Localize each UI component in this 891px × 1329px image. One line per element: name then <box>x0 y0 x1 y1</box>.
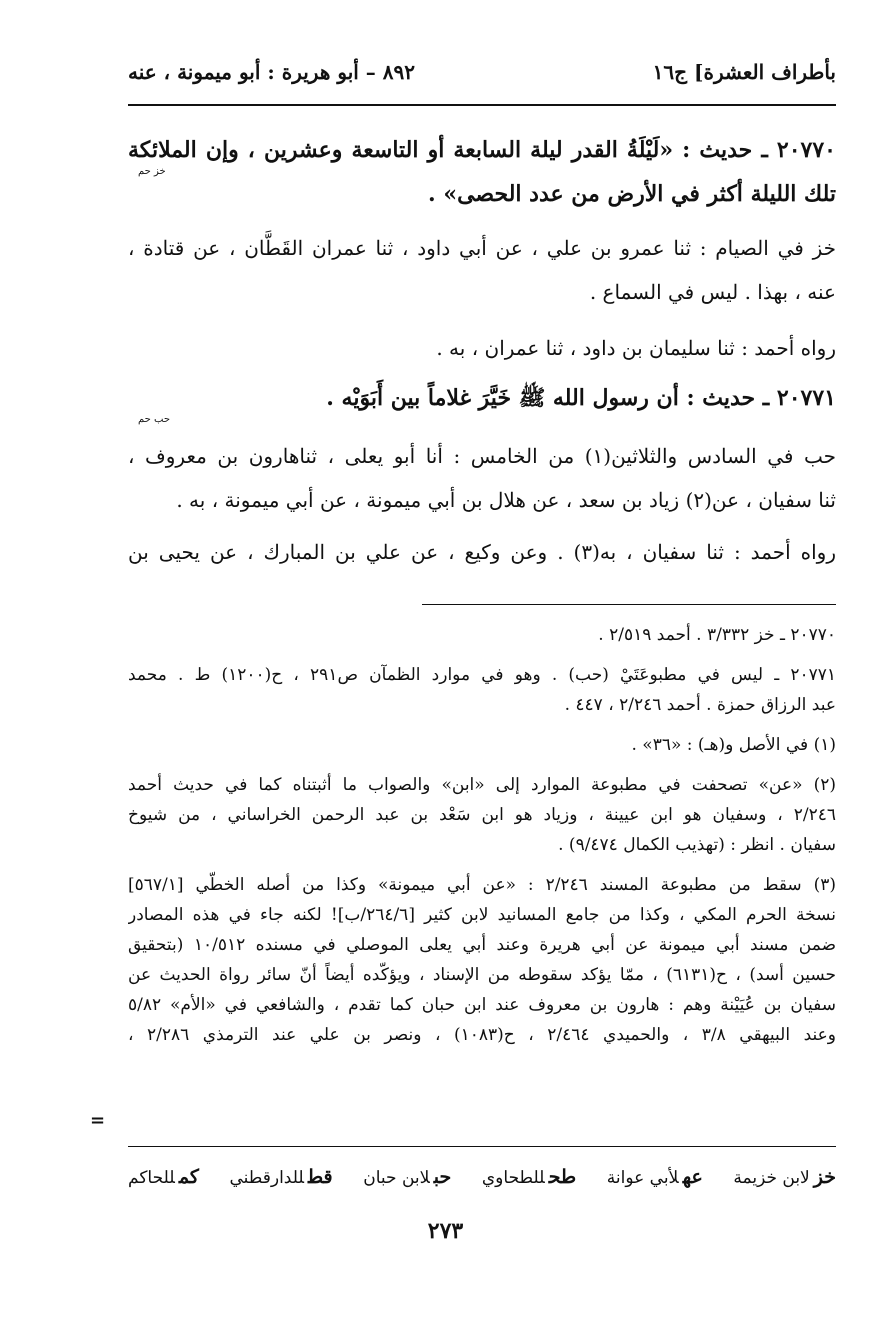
hadith-text-line: تلك الليلة أكثر في الأرض من عدد الحصى» . <box>428 181 836 207</box>
header-section-title: ٨٩٢ – أبو هريرة : أبو ميمونة ، عنه <box>128 60 415 84</box>
footnote-line: ٢٠٧٧١ ـ ليس في مطبوعَتَيْ (حب) . وهو في موارد الظمآن ص٢٩١ ، ح(١٢٠٠) ط . محمد <box>128 665 836 685</box>
hadith-sigla: خز حم <box>138 166 166 177</box>
header-volume-title: بأطراف العشرة] ج١٦ <box>652 60 836 84</box>
paragraph-line: عنه ، بهذا . ليس في السماع . <box>589 280 836 304</box>
paragraph-line: حب في السادس والثلاثين(١) من الخامس : أنا أبو يعلى ، ثناهارون بن معروف ، <box>128 444 836 468</box>
footnote-line: نسخة الحرم المكي ، وكذا من جامع المسانيد لابن كثير [٢٦٤/٦/ب]! لكنه جاء في هذه المصادر <box>128 905 836 925</box>
page-number: ٢٧٣ <box>427 1218 464 1244</box>
riwaya-paragraph <box>128 326 836 370</box>
abbreviation-item: حبلابن حبان <box>363 1166 452 1188</box>
abbreviation-item: طحللطحاوي <box>481 1166 577 1188</box>
footnotes <box>128 620 836 1050</box>
footnote-line: (٣) سقط من مطبوعة المسند ٢/٢٤٦ : «عن أبي ميمونة» وكذا من أصله الخطّي [٥٦٧/١] <box>128 875 836 895</box>
footnote-line: ٢/٢٤٦ ، وسفيان هو ابن عيينة ، وزياد هو ابن سَعْد بن عبد الرحمن الخراساني ، من شيوخ <box>128 805 836 825</box>
abbreviation-key <box>128 1160 836 1194</box>
footnote-line: سفيان بن عُيَيْنة وهم : هارون بن معروف عند ابن حبان كما تقدم ، والشافعي في «الأم» ٥/٨٢ <box>128 995 836 1015</box>
abbreviation-item: خزلابن خزيمة <box>733 1166 836 1188</box>
abbreviation-item: كمللحاكم <box>128 1166 199 1188</box>
isnad-paragraph <box>128 434 836 522</box>
footnote-line: حسين أسد) ، ح(٦١٣١) ، ممّا يؤكد سقوطه من الإسناد ، ويؤكّده أيضاً أنّ سائر رواة الحديث عن <box>128 965 836 985</box>
abbreviation-item: قطللدارقطني <box>229 1166 333 1188</box>
header-rule <box>128 104 836 106</box>
paragraph-line: رواه أحمد : ثنا سليمان بن داود ، ثنا عمران ، به . <box>436 336 836 360</box>
footnote-separator <box>422 604 836 605</box>
paragraph-line: ثنا سفيان ، عن(٢) زياد بن سعد ، عن هلال بن أبي ميمونة ، عن أبي ميمونة ، به . <box>176 488 836 512</box>
paragraph-line: خز في الصيام : ثنا عمرو بن علي ، عن أبي داود ، ثنا عمران القَطَّان ، عن قتادة ، <box>128 236 836 260</box>
footnote-line: وعند البيهقي ٣/٨ ، والحميدي ٢/٤٦٤ ، ح(١٠٨٣) ، ونصر بن علي عند الترمذي ٢/٢٨٦ ، <box>128 1025 836 1045</box>
riwaya-paragraph <box>128 530 836 574</box>
footnote-line: عبد الرزاق حمزة . أحمد ٢/٢٤٦ ، ٤٤٧ . <box>564 695 836 715</box>
hadith-text-line: ٢٠٧٧١ ـ حديث : أن رسول الله ﷺ خَيَّرَ غلاماً بين أَبَوَيْه . <box>326 385 836 411</box>
hadith-text-line: ٢٠٧٧٠ ـ حديث : «لَيْلَةُ القدر ليلة السابعة أو التاسعة وعشرين ، وإن الملائكة <box>128 137 836 163</box>
hadith-sigla: حب حم <box>138 414 171 425</box>
hadith-20771 <box>128 376 836 425</box>
footnote-line: سفيان . انظر : (تهذيب الكمال ٩/٤٧٤) . <box>558 835 836 855</box>
footnote-line: ضمن مسند أبي ميمونة عن أبي هريرة وعند أبي يعلى الموصلي في مسنده ١٠/٥١٢ (بتحقيق <box>128 935 836 955</box>
isnad-paragraph <box>128 226 836 314</box>
paragraph-line: رواه أحمد : ثنا سفيان ، به(٣) . وعن وكيع ، عن علي بن المبارك ، عن يحيى بن <box>128 540 836 564</box>
footnote-line: ٢٠٧٧٠ ـ خز ٣/٣٣٢ . أحمد ٢/٥١٩ . <box>598 625 836 645</box>
continuation-mark: = <box>90 1110 106 1131</box>
footnote-line: (١) في الأصل و(هـ) : «٣٦» . <box>631 735 836 755</box>
abbreviation-item: عهلأبي عوانة <box>606 1166 703 1188</box>
hadith-20770 <box>128 128 836 216</box>
abbreviation-rule <box>128 1146 836 1147</box>
running-header <box>128 56 836 88</box>
footnote-line: (٢) «عن» تصحفت في مطبوعة الموارد إلى «ابن» والصواب ما أثبتناه كما في حديث أحمد <box>128 775 836 795</box>
